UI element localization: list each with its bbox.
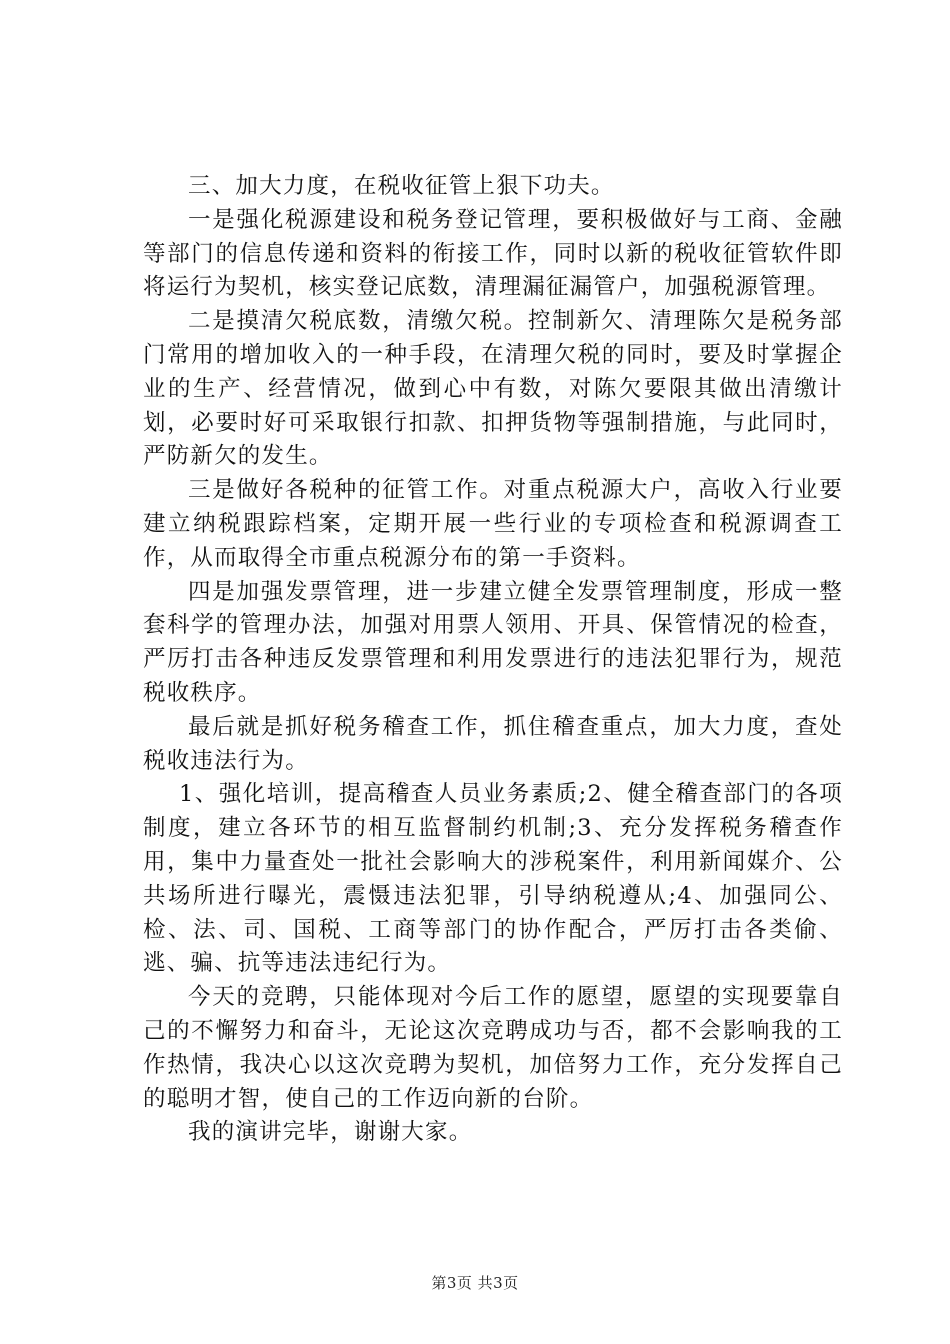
section-heading: 三、加大力度，在税收征管上狠下功夫。 [188,173,615,199]
paragraph-arrears: 二是摸清欠税底数，清缴欠税。控制新欠、清理陈欠是税务部门常用的增加收入的一种手段，在清理欠税的同时，要及时掌握企业的生产、经营情况，做到心中有数，对陈欠要限其做出清缴计划，必要时好可采取银行扣款、扣押货物等强制措施，与此同时，严防新欠的发生。 [143,308,843,470]
paragraph-thanks: 我的演讲完毕，谢谢大家。 [188,1119,473,1146]
paragraph-invoice: 四是加强发票管理，进一步建立健全发票管理制度，形成一整套科学的管理办法，加强对用票人领用、开具、保管情况的检查，严厉打击各种违反发票管理和利用发票进行的违法犯罪行为，规范税收秩序。 [143,578,843,706]
document-body [143,170,843,1150]
paragraph-closing: 今天的竞聘，只能体现对今后工作的愿望，愿望的实现要靠自己的不懈努力和奋斗，无论这次竞聘成功与否，都不会影响我的工作热情，我决心以这次竞聘为契机，加倍努力工作，充分发挥自己的聪明才智，使自己的工作迈向新的台阶。 [143,984,843,1112]
paragraph-inspection: 最后就是抓好税务稽查工作，抓住稽查重点，加大力度，查处税收违法行为。 [143,713,843,774]
paragraph-numbered-measures: 1、强化培训，提高稽查人员业务素质;2、健全稽查部门的各项制度，建立各环节的相互监督制约机制;3、充分发挥税务稽查作用，集中力量查处一批社会影响大的涉税案件，利用新闻媒介、公共场所进行曝光，震慑违法犯罪，引导纳税遵从;4、加强同公、检、法、司、国税、工商等部门的协作配合，严厉打击各类偷、逃、骗、抗等违法违纪行为。 [143,781,843,977]
page-number: 第3页 共3页 [431,1274,519,1292]
paragraph-tax-types: 三是做好各税种的征管工作。对重点税源大户，高收入行业要建立纳税跟踪档案，定期开展一些行业的专项检查和税源调查工作，从而取得全市重点税源分布的第一手资料。 [143,477,843,571]
paragraph-tax-source: 一是强化税源建设和税务登记管理，要积极做好与工商、金融等部门的信息传递和资料的衔接工作，同时以新的税收征管软件即将运行为契机，核实登记底数，清理漏征漏管户，加强税源管理。 [143,206,843,301]
